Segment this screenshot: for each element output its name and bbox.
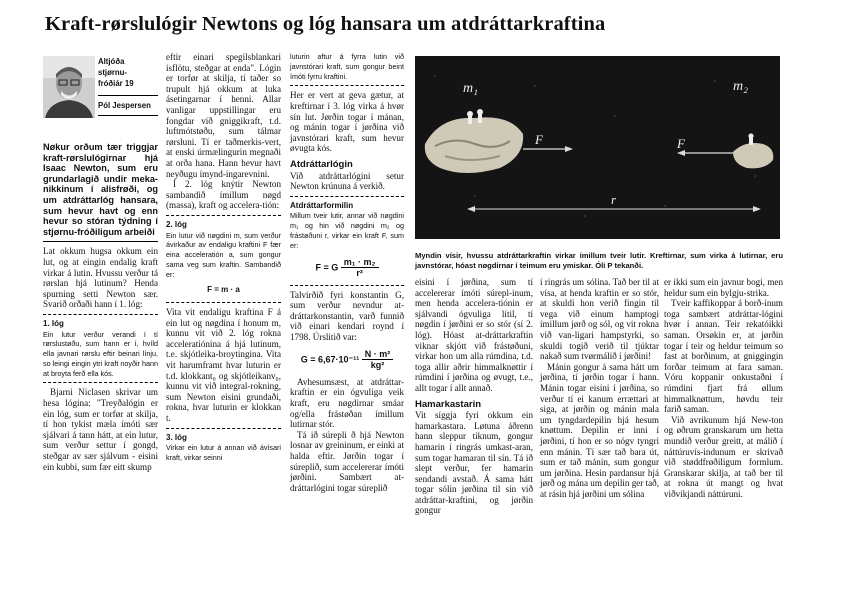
byline (98, 56, 158, 120)
paragraph: Við avrikunum hjá New-ton og øðrum granskarum um hetta mundið verður greitt, at málið í náttúruvís-indunum er skrivað við støddfrøðiligum formlum. Granskarar skilja, at tað ber til at rokna út mangt og hvat viðvíkjandi náttúruni. (664, 414, 783, 499)
equation-lhs: G = 6,67·10⁻¹¹ (300, 354, 360, 365)
divider (166, 215, 281, 216)
formula-title: Atdráttarformilin (290, 200, 354, 210)
divider (98, 95, 158, 96)
law-1-title: 1. lóg (43, 318, 64, 328)
law-3-text-continued: luturin aftur á fyrra lutin við javnstórari kraft, sum gongur beint ímóti fyrru kraftini. (290, 52, 404, 81)
formula-text: Millum tveir lutir, annar við nøgdini m₁ og hin við nøgdini m₂ og frástøðuni r, virkar ein kraft F, sum er: (290, 211, 404, 250)
equation-numerator: N · m² (362, 349, 394, 361)
lead-paragraph: Nøkur orðum tær triggjar kraft-rørslulógirnar hjá Isaac Newton, sum eru grundarlagið undir meka-nikkinum í alisfrøði, og um atdráttarlóg hansara, sum hevur havt og enn hevur so stóran týdning í stjørnu-fróðiligum arbeiði (43, 142, 158, 237)
column-2 (166, 52, 281, 463)
constant-equation (290, 349, 404, 371)
figure-caption: Myndin vísir, hvussu atdráttarkraftin virkar ímillum tveir lutir. Kreftirnar, sum virka á lutirnar, eru javnstórar, hóast nøgdirnar í teimum eru ymiskar. Óli P tekanði. (415, 250, 783, 270)
column-4 (415, 277, 533, 516)
series-line: stjørnu- (98, 68, 128, 77)
equation-fraction (341, 257, 379, 279)
divider (98, 115, 158, 116)
divider (43, 382, 158, 383)
label-force-right: F (677, 136, 685, 151)
headline: Kraft-rørslulógir Newtons og lóg hansara um atdráttarkraftina (45, 13, 606, 35)
divider (43, 314, 158, 315)
equation-numerator: m₁ · m₂ (341, 257, 379, 269)
law-1-text: Ein lutur verður verandi í tí rørslustøðu, sum hann er í, hvíld ella javnari rørslu eftir beinari línju, so leingi eingin ytri kraft noyðir hann at broyta ferð ella kós. (43, 329, 158, 378)
equation-denominator: r² (356, 268, 363, 279)
gravity-illustration (415, 56, 780, 239)
column-6 (664, 277, 783, 499)
paragraph: Lat okkum hugsa okkum ein lut, og at eingin endalig kraft virkar á lutin. Hvussu verður tá rørslan hjá lutinum? Henda spurning setti Newton sær. Svarið orðaði hann í 1. lóg: (43, 246, 158, 310)
paragraph: Vita vit endaligu kraftina F á ein lut og nøgdina í honum m, kunnu vit við 2. lóg rokna acceleratiónina á hjá lutinum, t.e. skjótleika-broytingina. Vita vit harumframt hvar luturin er t.d. klokkant₀ og skjótleikanv₀, kunnu vit við integral-rokning, sum Newton eisini grundaði, rokna, hvar luturin er klokkan t. (166, 307, 281, 424)
equation-lhs: F = G (315, 261, 339, 272)
paragraph: Tá ið súrepli ð hjá Newton losnar av greininum, er einki at halda eftir. Jørðin togar í súreplið, sum accelererar ímóti jørðini. Sambært at-dráttarlógini togar súreplið (290, 429, 404, 493)
paragraph: er ikki sum ein javnur bogi, men heldur sum ein bylgju-strika. (664, 277, 783, 298)
author-photo (43, 56, 95, 118)
equation-denominator: kg² (370, 360, 385, 371)
label-force-left: F (535, 132, 543, 147)
law-3-text: Virkar ein lutur á annan við ávísari kraft, virkar seinni (166, 443, 281, 462)
paragraph: Her er vert at geva gætur, at kreftirnar í 3. lóg virka á hvør sín lut. Jørðin togar í mánan, og mánin togar í jørðina við javnstórari kraft, sum hevur øvugta kós. (290, 90, 404, 154)
label-m1: m₁ (463, 81, 478, 96)
column-5 (540, 277, 659, 499)
column-1 (43, 142, 158, 472)
divider (290, 285, 404, 286)
series-line: Altjóða (98, 57, 125, 66)
law-2-text: Ein lutur við nøgdini m, sum verður ávirkaður av endaligu kraftini F fær eina acceleratión a, sum gongur sama veg sum kraftin. Sambandið er: (166, 230, 281, 279)
gravity-equation (290, 257, 404, 279)
divider (166, 428, 281, 429)
paragraph: í ringrás um sólina. Tað ber til at vísa, at henda kraftin er so stór, at skuldi hon verið fingin til vega við einum hamptogi ímillum jørð og sól, og vit rokna við van-ligari hampstyrki, so skuldi togið verið til tjúktar nakað sum tvørmálið í jørðini! (540, 277, 659, 362)
paragraph: Í 2. lóg knýtir Newton sambandið ímillum nøgd (massa), kraft og accelera-tión: (166, 179, 281, 211)
label-distance: r (611, 192, 617, 207)
paragraph: Talvirðið fyri konstantin G, sum verður nevndur at-dráttarkonstantin, varð funnið við einari kendari roynd í 1798. Úrslitið var: (290, 289, 404, 343)
author-name: Pól Jespersen (98, 101, 151, 110)
label-m2: m₂ (733, 79, 748, 94)
divider (166, 302, 281, 303)
paragraph: eftir einari spegilsblankari ísflötu, steðgar at enda". Lógin er torfør at skilja, tí taðer so trupult hjá okkum at luka ásetingarnar í henni. Allar vanligar uppstillingar eru fongdar við gniggikraft, t.d. luftmótstøðu, sum tálmar rørsluni. Tí er taðmerkis-vert, at enski úrmælingurin megnaði at orða hana. Hann hevur havt neyðugu ímynd-ingarevnini. (166, 52, 281, 179)
divider (290, 85, 404, 86)
paragraph: Avhesumsæst, at atdráttar-kraftin er ein ógvuliga veik kraft, eru nøgdirnar smáar og/ella frástøðan ímillum lutirnar stór. (290, 376, 404, 430)
divider (43, 241, 158, 242)
law-3-title: 3. lóg (166, 432, 187, 442)
paragraph: Vit síggja fyri okkum ein hamarkastara. Løtuna áðrenn hann sleppur tiknum, gongur hamarin í ringrás umkast-aran, sum togar hamaran til sín. Tá ið slept verður, fer hamarin sendandi avstað. Á sama hátt togar sólin jørðina til sín við atdráttar-kraftini, og jørðin gongur (415, 410, 533, 516)
divider (290, 196, 404, 197)
paragraph: Við atdráttarlógini setur Newton krúnuna á verkið. (290, 170, 404, 192)
law-2-title: 2. lóg (166, 219, 187, 229)
paragraph: eisini í jørðina, sum tí accelererar ímóti súrepl-inum, men henda accelera-tiónin er sjálvandi ógvuliga lítil, tí nøgdin í jørðini er so stór (sí 2. lóg). Hóast at-dráttarkraftin viknar skjótt við frástøðuni, virkar hon um alla rúmdina, t.d. toga allir aðrir himmalknøttir í rúmdini í jørðina og øvugt, t.e., allt togar í allt annað. (415, 277, 533, 393)
section-heading: Hamarkastarin (415, 398, 482, 410)
law-2-equation: F = m · a (207, 285, 240, 295)
column-3 (290, 52, 404, 493)
paragraph: Bjarni Niclasen skrivar um hesa lógina: "Treyðalógin er ein lóg, sum er torfør at skilja, tí hon tykist mæla ímóti sær sjálvari á tann hátt, at ein lutur, sum verður settur í gongd, steðgar av sær sjálvum - eisini ein kubbi, sum fær eitt skump (43, 387, 158, 472)
equation-fraction (362, 349, 394, 371)
paragraph: Tveir kaffikoppar á borð-inum toga sambært atdráttar-lógini hvør í annan. Teir rekatóikki saman. Orsøkin er, at jørðin togar í teir og heldur teimum so fast at borðinum, at gniggingin forðar teimum at fara saman. Vóru koppanir onkustaðni í rúmdini fjart frá øllum himmalknøttum, høvdu teir farið saman. (664, 298, 783, 415)
paragraph: Mánin gongur á sama hátt um jørðina, tí jørðin togar í hann. Mánin togar eisini í jørðina, so verður tí ei kanum errættari at siga, at jørðin og mánin mala um tyngdardepilin hjá hesum knøttum. Depilin er inni í jørðini, tí hon er so nógv tyngri enn mánin. Tí sær tað bara út, sum er tað mánin, sum gongur um jørðina. Hesin pardansur hjá jørð og mána um depilin ger tað, at rásin hjá jørðini um sólina (540, 361, 659, 499)
section-heading: Atdráttarlógin (290, 158, 353, 170)
series-line: fróðiár 19 (98, 79, 134, 88)
